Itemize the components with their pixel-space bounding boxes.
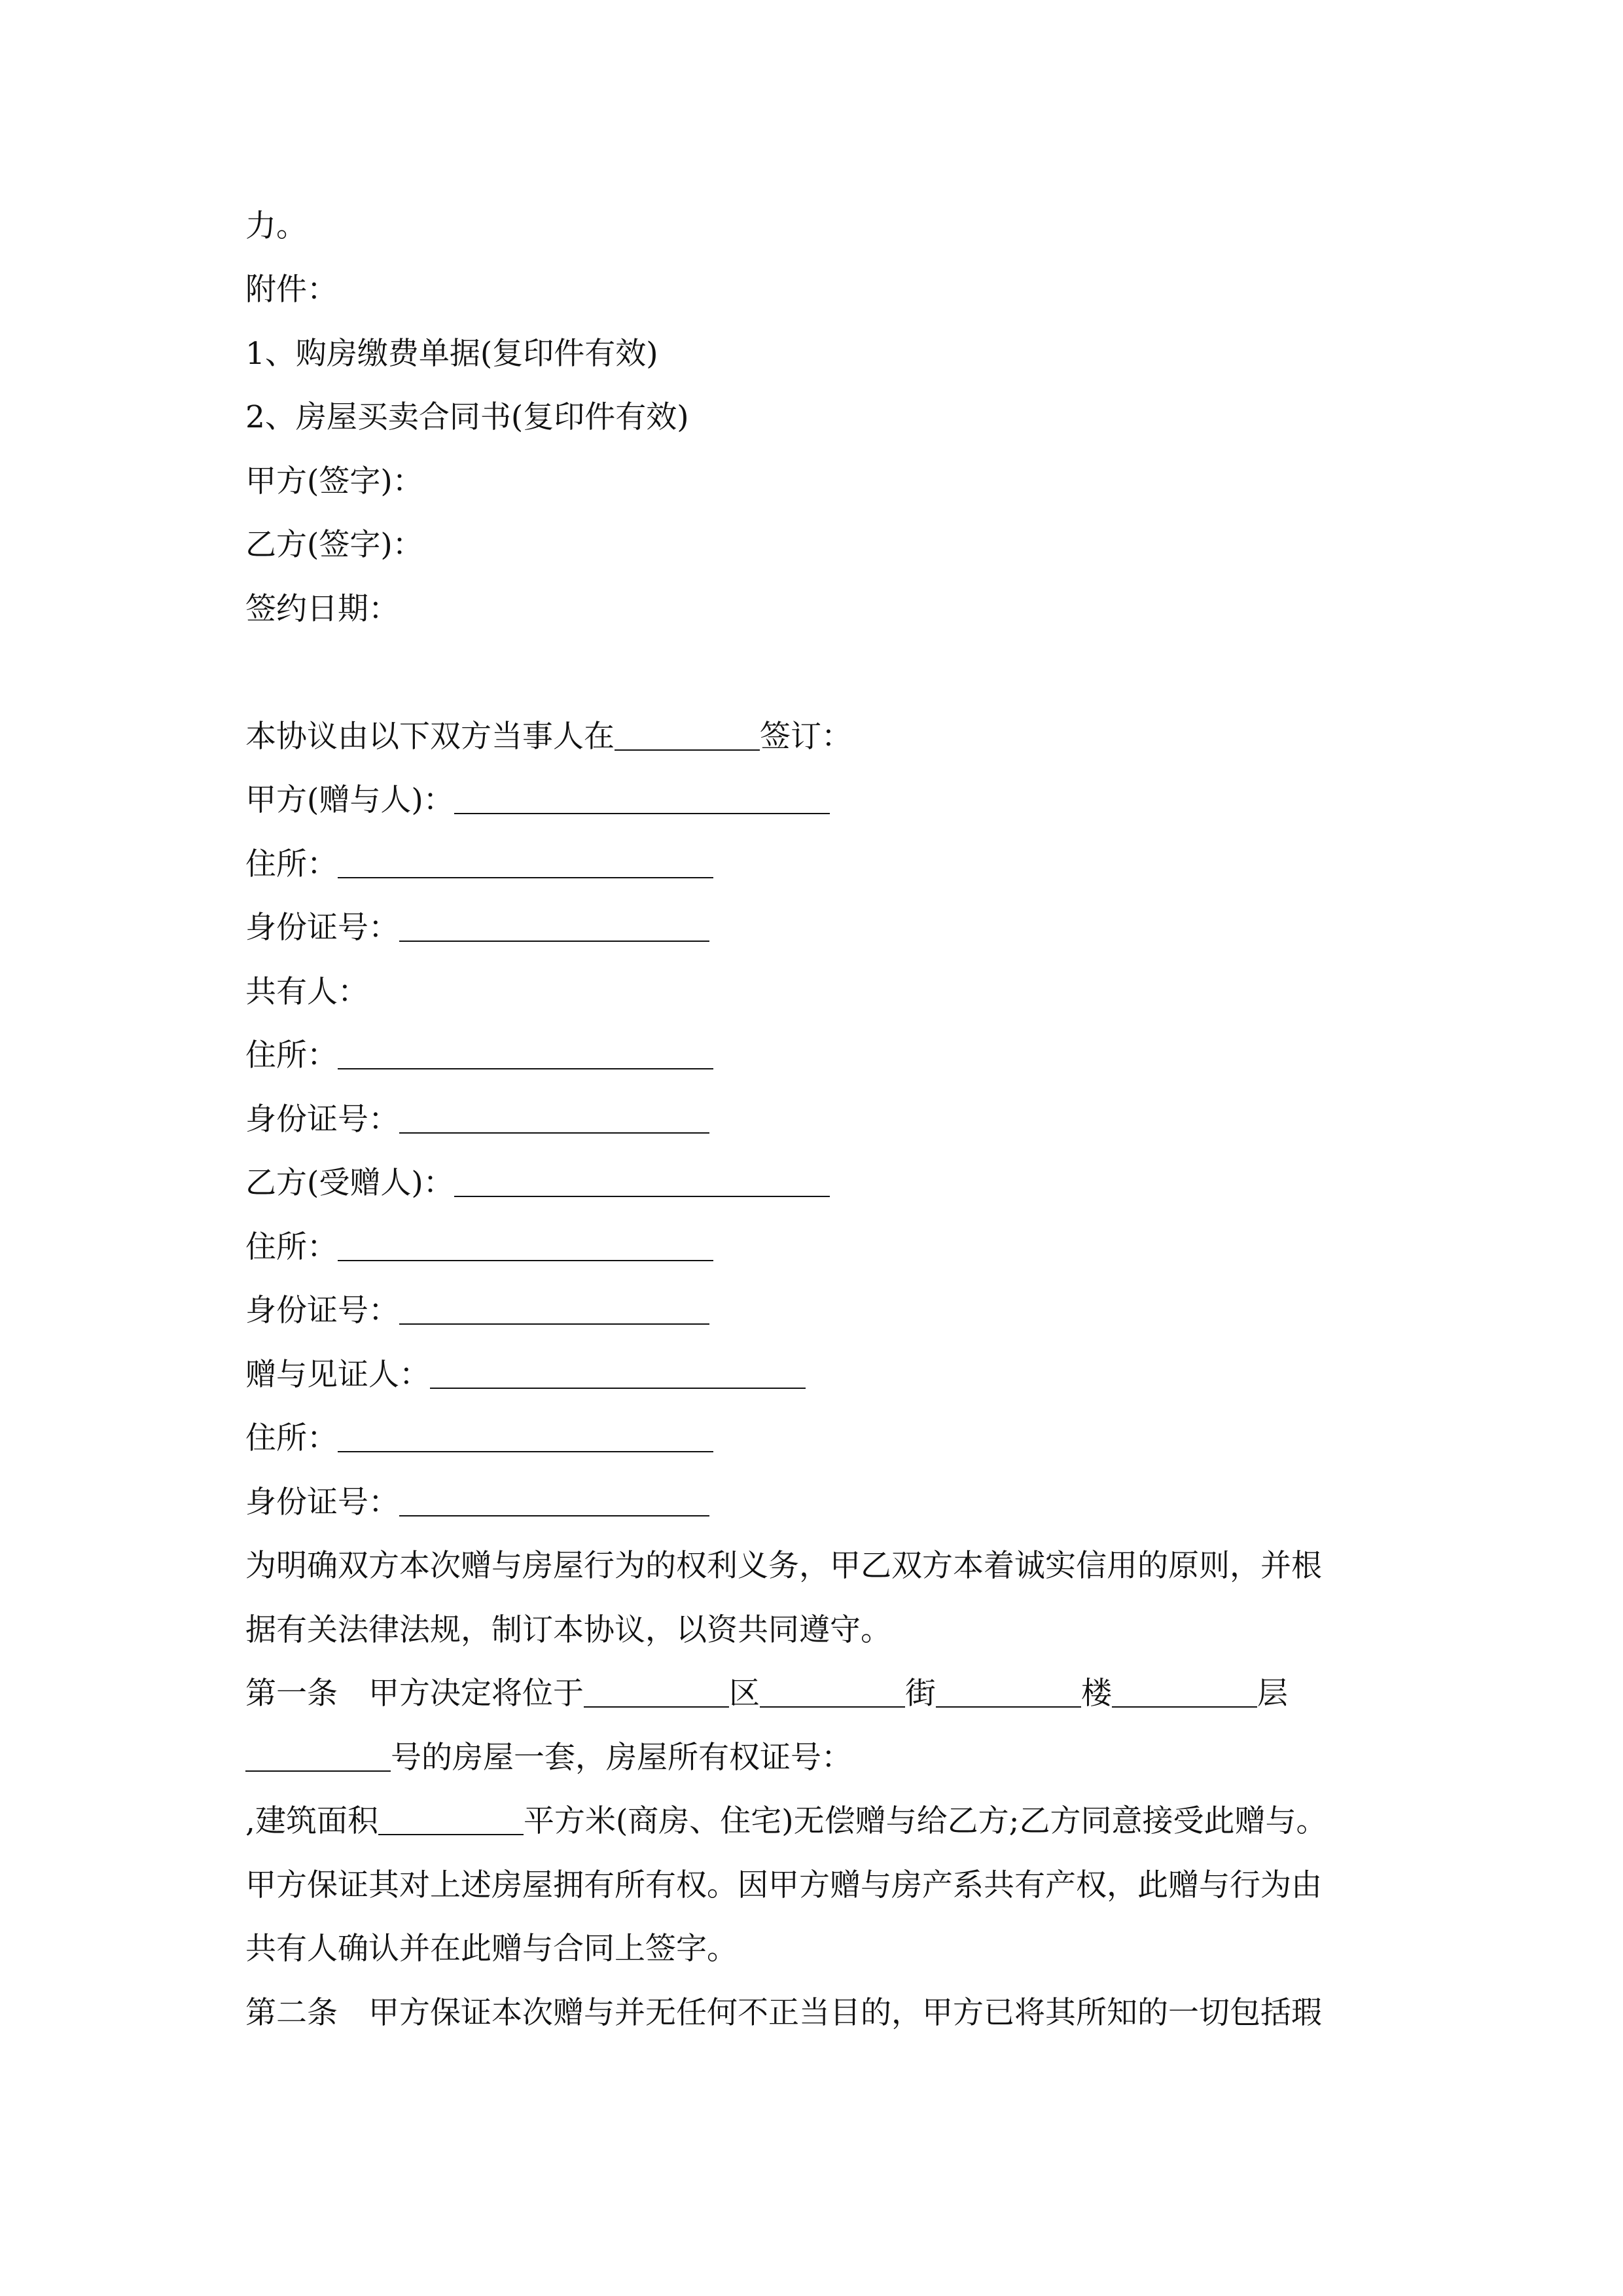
text: 签约日期： <box>245 591 399 627</box>
text: 层 <box>1257 1676 1288 1712</box>
text: 甲方保证其对上述房屋拥有所有权。因甲方赠与房产系共有产权，此赠与行为由 <box>245 1867 1322 1903</box>
text: 身份证号： <box>245 1484 399 1520</box>
blank-underline <box>615 718 760 751</box>
text: 力。 <box>245 208 307 244</box>
text: 身份证号： <box>245 1102 399 1138</box>
signing-date <box>245 590 399 629</box>
blank-underline <box>399 1484 709 1516</box>
text: 共有人： <box>245 974 368 1010</box>
text: 身份证号： <box>245 910 399 946</box>
donee-name-field <box>245 1164 830 1203</box>
blank-underline <box>338 1420 713 1452</box>
blank-underline <box>1112 1675 1257 1708</box>
party-b-signature <box>245 526 423 565</box>
blank-underline <box>338 846 713 878</box>
text: 住所： <box>245 1037 338 1073</box>
blank-underline <box>454 1164 830 1197</box>
donee-id-field <box>245 1291 709 1331</box>
blank-underline <box>245 1739 391 1772</box>
co-owner-address-field <box>245 1036 713 1075</box>
donor-name-field <box>245 781 830 820</box>
text: 号的房屋一套，房屋所有权证号： <box>391 1740 852 1776</box>
blank-underline <box>454 781 830 814</box>
text-line <box>245 207 307 246</box>
co-owner-id-field <box>245 1100 709 1139</box>
blank-underline <box>399 909 709 942</box>
attachment-item-2 <box>245 398 689 437</box>
article-1-line <box>245 1929 738 1969</box>
article-1-line <box>245 1802 1327 1841</box>
text: 附件： <box>245 272 338 308</box>
text: 2、房屋买卖合同书(复印件有效) <box>245 399 689 435</box>
text: 第一条 甲方决定将位于 <box>245 1676 584 1712</box>
blank-underline <box>760 1675 905 1708</box>
text: 甲方(赠与人)： <box>245 782 454 818</box>
text: 签订： <box>760 719 852 755</box>
text: 第二条 甲方保证本次赠与并无任何不正当目的，甲方已将其所知的一切包括瑕 <box>245 1995 1322 2031</box>
text: 1、购房缴费单据(复印件有效) <box>245 336 658 372</box>
blank-underline <box>936 1675 1081 1708</box>
witness-id-field <box>245 1483 709 1522</box>
blank-underline <box>430 1356 806 1389</box>
text: 为明确双方本次赠与房屋行为的权利义务，甲乙双方本着诚实信用的原则，并根 <box>245 1548 1322 1584</box>
attachment-item-1 <box>245 334 658 374</box>
text: 住所： <box>245 1420 338 1456</box>
text: 平方米(商房、住宅)无偿赠与给乙方;乙方同意接受此赠与。 <box>523 1803 1327 1839</box>
donor-id-field <box>245 908 709 948</box>
text: 身份证号： <box>245 1293 399 1329</box>
donee-address-field <box>245 1228 713 1267</box>
article-1-line <box>245 1866 1322 1905</box>
text: 本协议由以下双方当事人在 <box>245 719 615 755</box>
blank-underline <box>338 1229 713 1261</box>
attachments-heading <box>245 270 338 310</box>
article-1-line <box>245 1674 1288 1713</box>
witness-name-field <box>245 1355 806 1395</box>
text: 住所： <box>245 846 338 882</box>
text: 甲方(签字)： <box>245 463 423 499</box>
text: 据有关法律法规，制订本协议，以资共同遵守。 <box>245 1612 891 1648</box>
text: ,建筑面积 <box>245 1803 378 1839</box>
article-2-line <box>245 1994 1322 2033</box>
text: 赠与见证人： <box>245 1357 430 1393</box>
text: 区 <box>729 1676 760 1712</box>
witness-address-field <box>245 1419 713 1458</box>
blank-underline <box>399 1292 709 1325</box>
article-1-line <box>245 1738 852 1778</box>
text: 街 <box>905 1676 936 1712</box>
blank-underline <box>584 1675 729 1708</box>
blank-underline <box>378 1803 524 1835</box>
text: 楼 <box>1081 1676 1112 1712</box>
co-owner-heading <box>245 973 368 1012</box>
text: 乙方(受赠人)： <box>245 1165 454 1201</box>
blank-underline <box>399 1101 709 1134</box>
party-a-signature <box>245 462 423 501</box>
paragraph-line <box>245 1611 891 1650</box>
text: 住所： <box>245 1229 338 1265</box>
agreement-intro <box>245 717 852 757</box>
paragraph-line <box>245 1547 1322 1586</box>
blank-underline <box>338 1037 713 1069</box>
text: 共有人确认并在此赠与合同上签字。 <box>245 1931 738 1967</box>
text: 乙方(签字)： <box>245 527 423 563</box>
donor-address-field <box>245 845 713 884</box>
